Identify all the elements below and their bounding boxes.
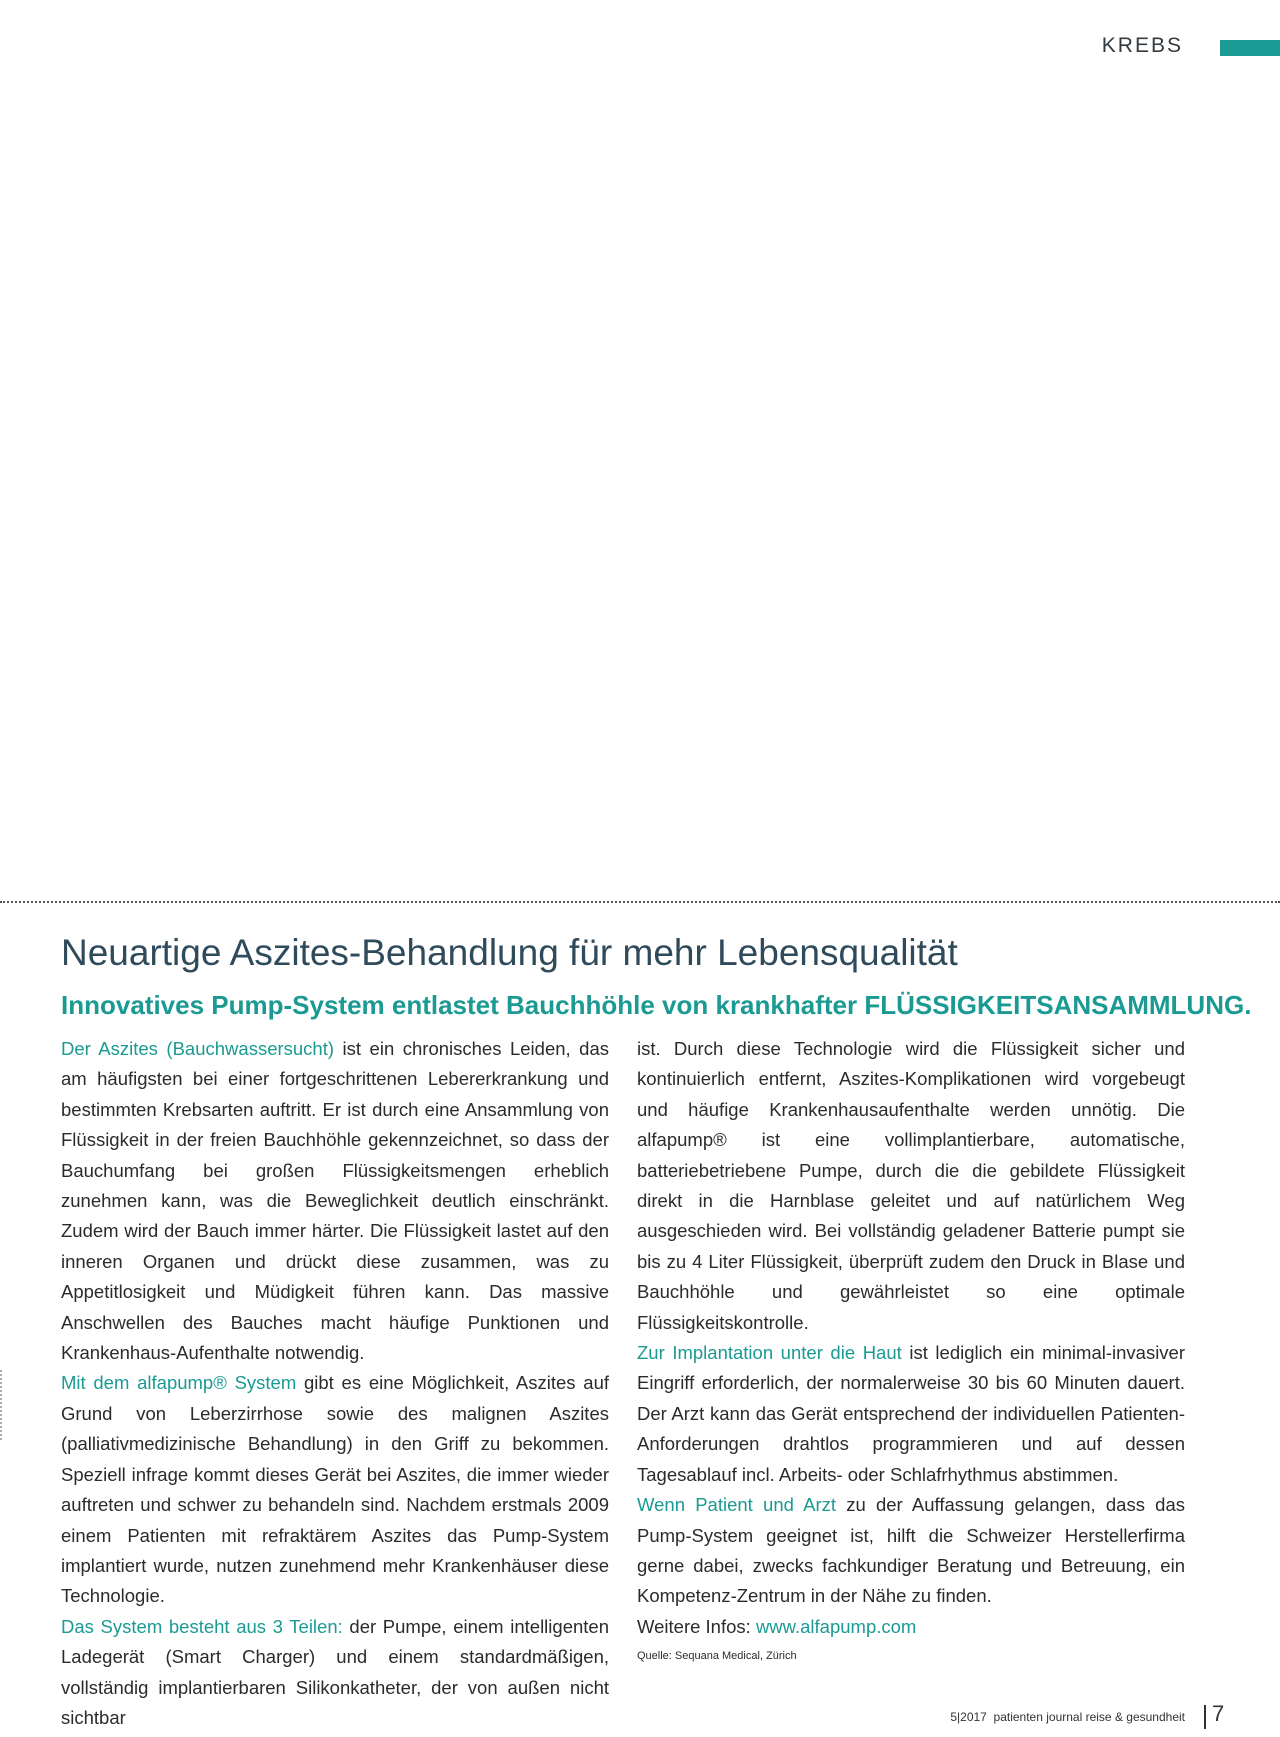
section-label: KREBS xyxy=(1101,34,1183,57)
more-info-label: Weitere Infos: xyxy=(637,1615,756,1637)
paragraph-2-lead: Mit dem alfapump® System xyxy=(61,1372,297,1394)
paragraph-5-lead: Zur Implantation unter die Haut xyxy=(637,1342,902,1364)
footer-issue: 5|2017 xyxy=(950,1710,987,1724)
paragraph-1-lead: Der Aszites (Bauchwassersucht) xyxy=(61,1038,335,1059)
paragraph-5-text: ist lediglich ein minimal-invasiver Eingriff erforderlich, der normalerweise 30 bis 60 Minuten dauert. Der Arzt kann das Gerät entsprechend der individuellen Patienten-Anforderungen drahtlos programmieren und auf dessen Tagesablauf incl. Arbeits- oder Schlafrhythmus abstimmen. xyxy=(637,1342,1186,1485)
dotted-divider xyxy=(0,901,1280,903)
paragraph-6 xyxy=(637,1490,1185,1612)
column-left xyxy=(61,1034,609,1733)
paragraph-3-text: der Pumpe, einem intelligenten Ladegerät (Smart Charger) und einem standardmäßigen, vollständig implantierbaren Silikonkatheter, der von außen nicht sichtbar xyxy=(61,1615,609,1728)
paragraph-3 xyxy=(61,1612,609,1734)
more-info xyxy=(637,1612,1185,1642)
more-info-link[interactable]: www.alfapump.com xyxy=(755,1615,917,1637)
paragraph-1-text: ist ein chronisches Leiden, das am häufigsten bei einer fortgeschrittenen Lebererkrankung und bestimmten Krebsarten auftritt. Er ist durch eine Ansammlung von Flüssigkeit in der freien Bauchhöhle gekennzeichnet, so dass der Bauchumfang bei großen Flüssigkeitsmengen erheblich zunehmen kann, was die Beweglichkeit deutlich einschränkt. Zudem wird der Bauch immer härter. Die Flüssigkeit lastet auf den inneren Organen und drückt diese zusammen, was zu Appetitlosigkeit und Müdigkeit führen kann. Das massive Anschwellen des Bauches macht häufige Punktionen und Krankenhaus-Aufenthalte notwendig. xyxy=(61,1038,609,1364)
article-headline: Neuartige Aszites-Behandlung für mehr Lebensqualität xyxy=(61,932,958,973)
side-margin-mark xyxy=(0,1370,5,1440)
footer-magazine: patienten journal reise & gesundheit xyxy=(993,1710,1185,1724)
page-number: 7 xyxy=(1212,1701,1225,1726)
paragraph-2-text: gibt es eine Möglichkeit, Aszites auf Grund von Leberzirrhose sowie des malignen Aszites (palliativmedizinische Behandlung) in den Griff zu bekommen. Speziell infrage kommt dieses Gerät bei Aszites, die immer wieder auftreten und schwer zu behandeln sind. Nachdem erstmals 2009 einem Patienten mit refraktärem Aszites das Pump-System implantiert wurde, nutzen zunehmend mehr Krankenhäuser diese Technologie. xyxy=(61,1372,610,1607)
article-subhead xyxy=(61,990,1252,1021)
footer-separator xyxy=(1204,1705,1206,1729)
paragraph-5 xyxy=(637,1338,1185,1490)
paragraph-1 xyxy=(61,1034,609,1368)
section-accent-bar xyxy=(1220,40,1280,56)
column-right xyxy=(637,1034,1185,1664)
paragraph-6-text: zu der Auffassung gelangen, dass das Pump-System geeignet ist, hilft die Schweizer Herstellerfirma gerne dabei, zwecks fachkundiger Beratung und Betreuung, ein Kompetenz-Zentrum in der Nähe zu finden. xyxy=(637,1494,1185,1607)
subhead-emphasis: FLÜSSIGKEITSANSAMMLUNG. xyxy=(864,990,1252,1020)
paragraph-4: ist. Durch diese Technologie wird die Flüssigkeit sicher und kontinuierlich entfernt, Aszites-Komplikationen wird vorgebeugt und häufige Krankenhausaufenthalte werden unnötig. Die alfapump® ist eine vollimplantierbare, automatische, batteriebetriebene Pumpe, durch die die gebildete Flüssigkeit direkt in die Harnblase geleitet und auf natürlichem Weg ausgeschieden wird. Bei vollständig geladener Batterie pumpt sie bis zu 4 Liter Flüssigkeit, überprüft zudem den Druck in Blase und Bauchhöhle und gewährleistet so eine optimale Flüssigkeitskontrolle. xyxy=(637,1038,1185,1333)
subhead-text: Innovatives Pump-System entlastet Bauchhöhle von krankhafter xyxy=(61,990,865,1020)
source-credit: Quelle: Sequana Medical, Zürich xyxy=(637,1650,797,1663)
paragraph-6-lead: Wenn Patient und Arzt xyxy=(637,1494,836,1516)
paragraph-2 xyxy=(61,1368,609,1611)
paragraph-3-lead: Das System besteht aus 3 Teilen: xyxy=(61,1615,343,1637)
footer-text xyxy=(950,1710,1185,1724)
